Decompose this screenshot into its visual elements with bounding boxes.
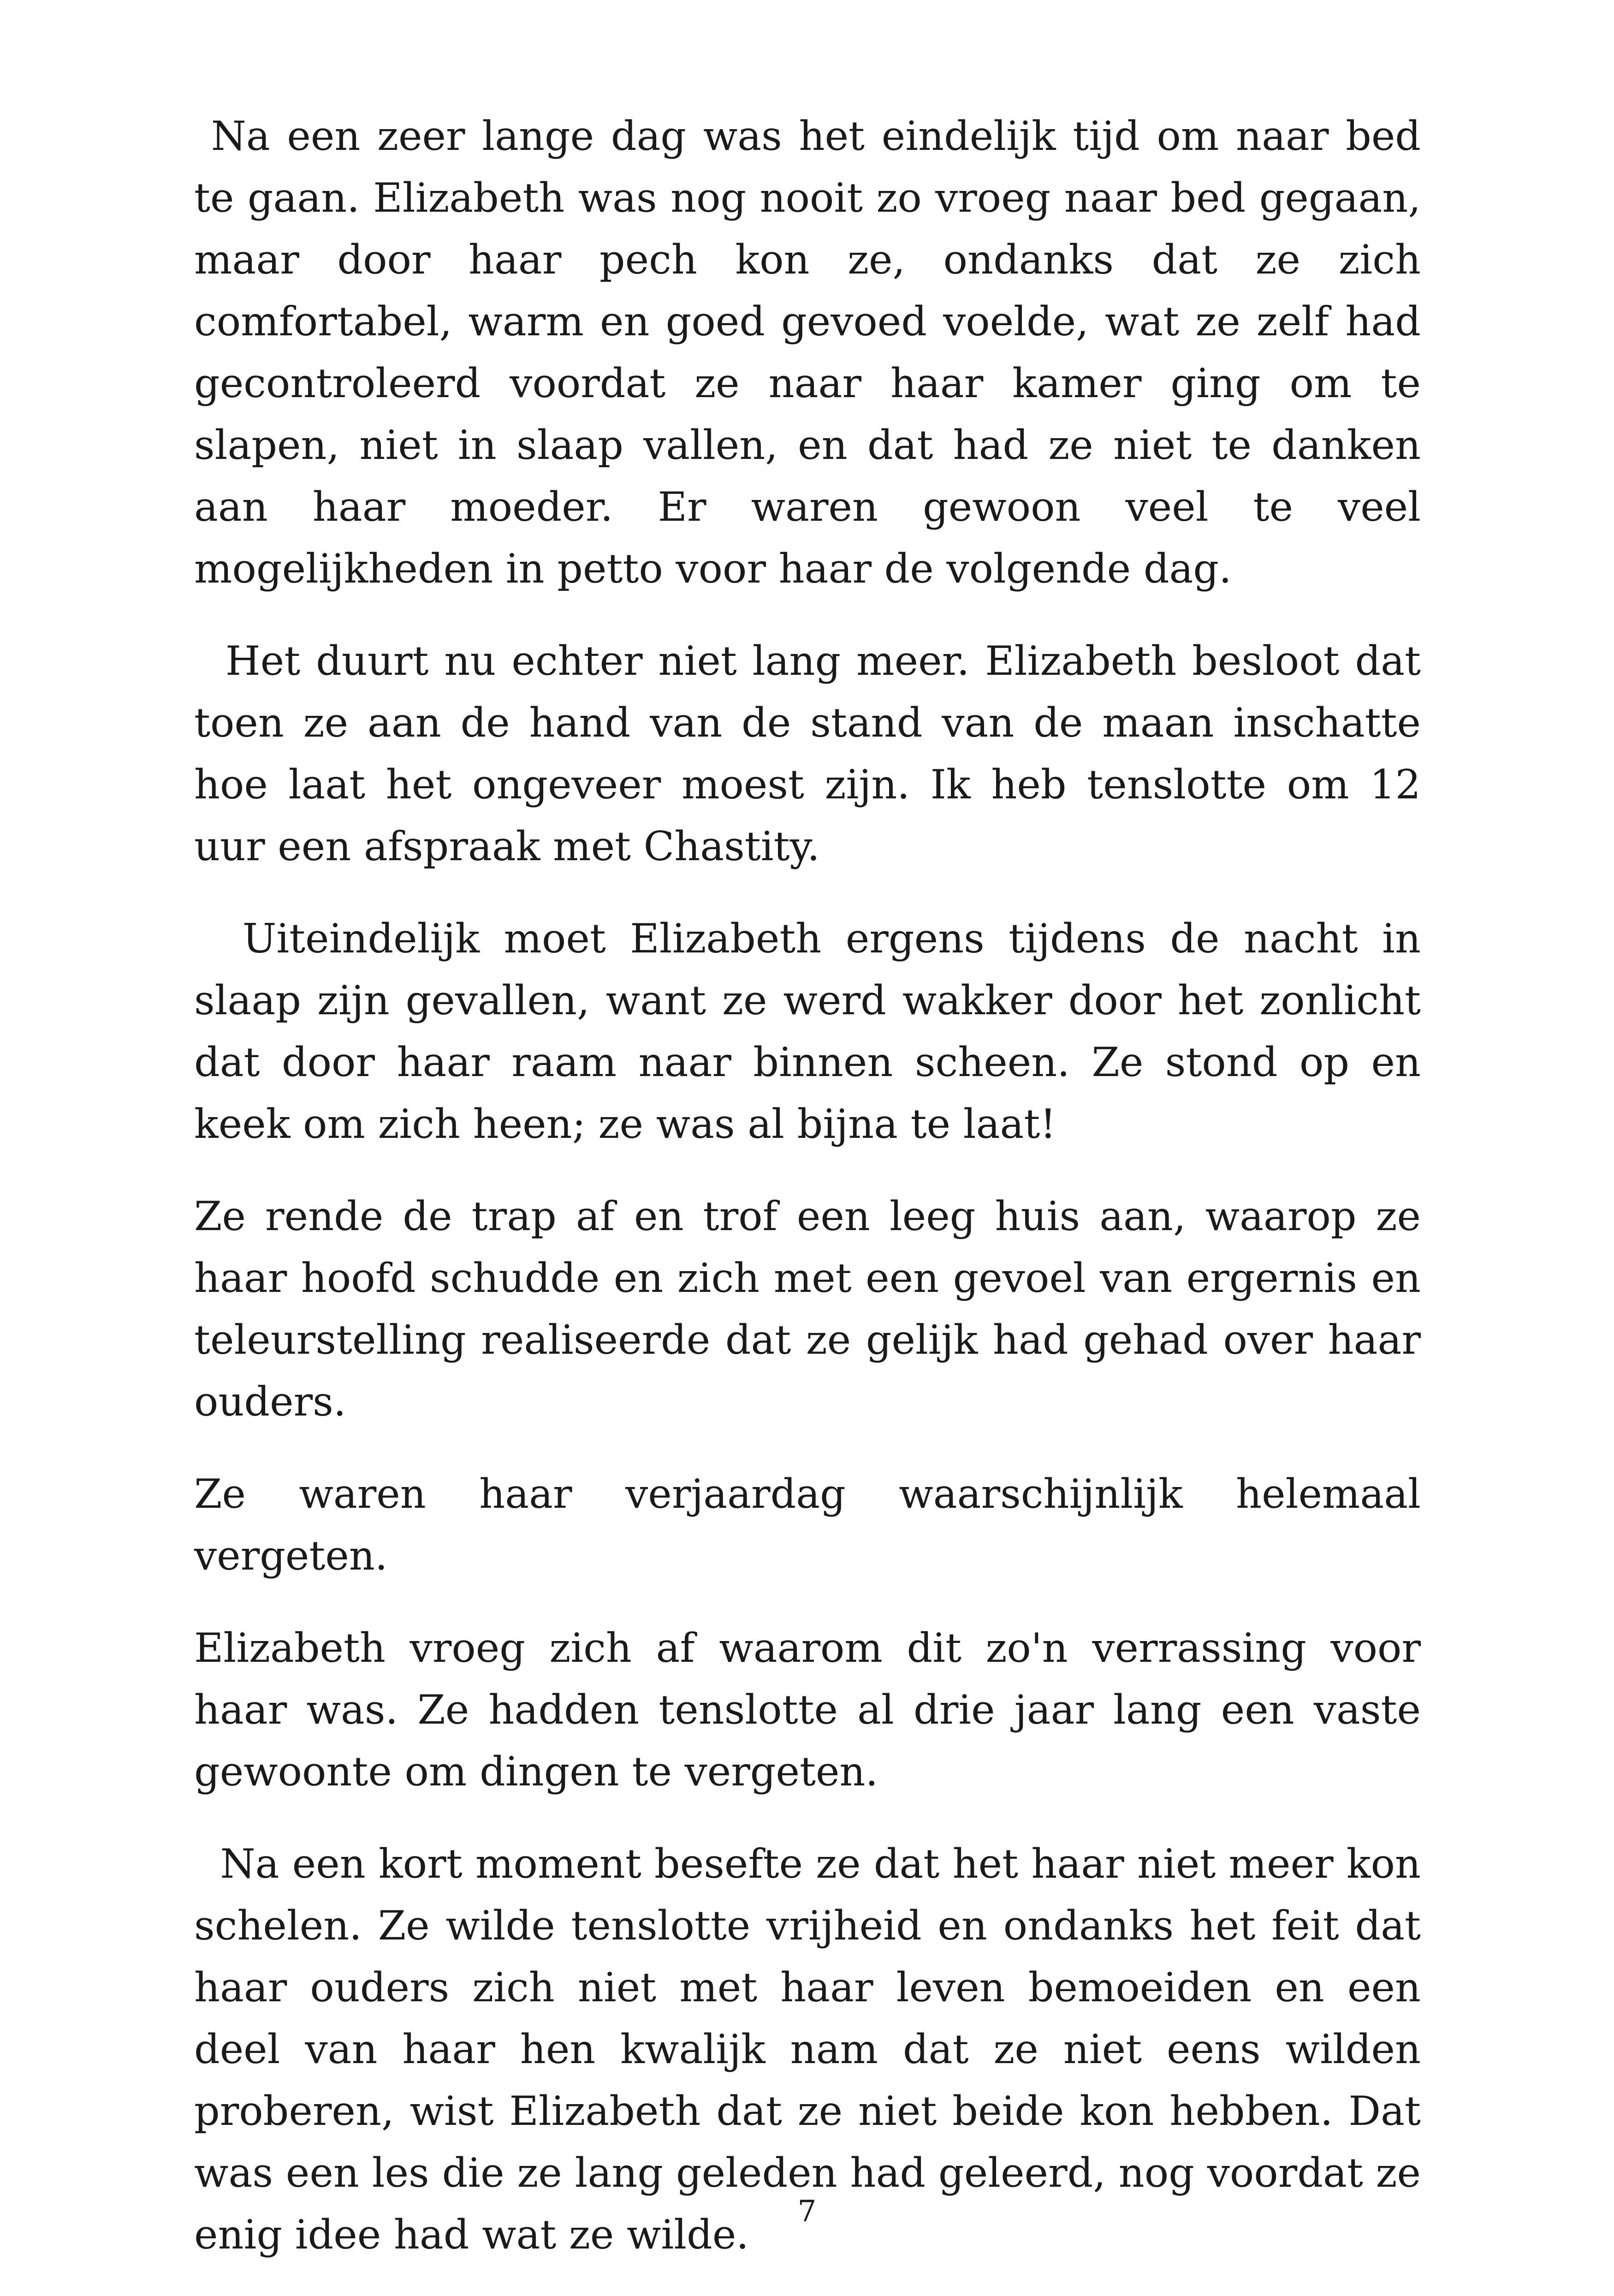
paragraph-7: Na een kort moment besefte ze dat het haar niet meer kon schelen. Ze wilde tenslotte vrijheid en ondanks het feit dat haar ouders zich niet met haar leven bemoeiden en een deel van haar hen kwalijk nam dat ze niet eens wilden proberen, wist Elizabeth dat ze niet beide kon hebben. Dat was een les die ze lang geleden had geleerd, nog voordat ze enig idee had wat ze wilde. bbox=[194, 1840, 1434, 2258]
paragraph-5: Ze waren haar verjaardag waarschijnlijk helemaal vergeten. bbox=[194, 1470, 1434, 1579]
page-number: 7 bbox=[797, 2195, 817, 2229]
paragraph-4: Ze rende de trap af en trof een leeg huis aan, waarop ze haar hoofd schudde en zich met een gevoel van ergernis en teleurstelling realiseerde dat ze gelijk had gehad over haar ouders. bbox=[194, 1193, 1434, 1425]
paragraph-3: Uiteindelijk moet Elizabeth ergens tijdens de nacht in slaap zijn gevallen, want ze werd wakker door het zonlicht dat door haar raam naar binnen scheen. Ze stond op en keek om zich heen; ze was al bijna te laat! bbox=[194, 915, 1434, 1148]
paragraph-2: Het duurt nu echter niet lang meer. Elizabeth besloot dat toen ze aan de hand van de stand van de maan inschatte hoe laat het ongeveer moest zijn. Ik heb tenslotte om 12 uur een afspraak met Chastity. bbox=[194, 637, 1434, 870]
paragraph-6: Elizabeth vroeg zich af waarom dit zo'n verrassing voor haar was. Ze hadden tenslotte al drie jaar lang een vaste gewoonte om dingen te vergeten. bbox=[194, 1624, 1434, 1795]
body-text bbox=[194, 105, 1434, 2296]
paragraph-1: Na een zeer lange dag was het eindelijk tijd om naar bed te gaan. Elizabeth was nog nooit zo vroeg naar bed gegaan, maar door haar pech kon ze, ondanks dat ze zich comfortabel, warm en goed gevoed voelde, wat ze zelf had gecontroleerd voordat ze naar haar kamer ging om te slapen, niet in slaap vallen, en dat had ze niet te danken aan haar moeder. Er waren gewoon veel te veel mogelijkheden in petto voor haar de volgende dag. bbox=[194, 113, 1434, 592]
